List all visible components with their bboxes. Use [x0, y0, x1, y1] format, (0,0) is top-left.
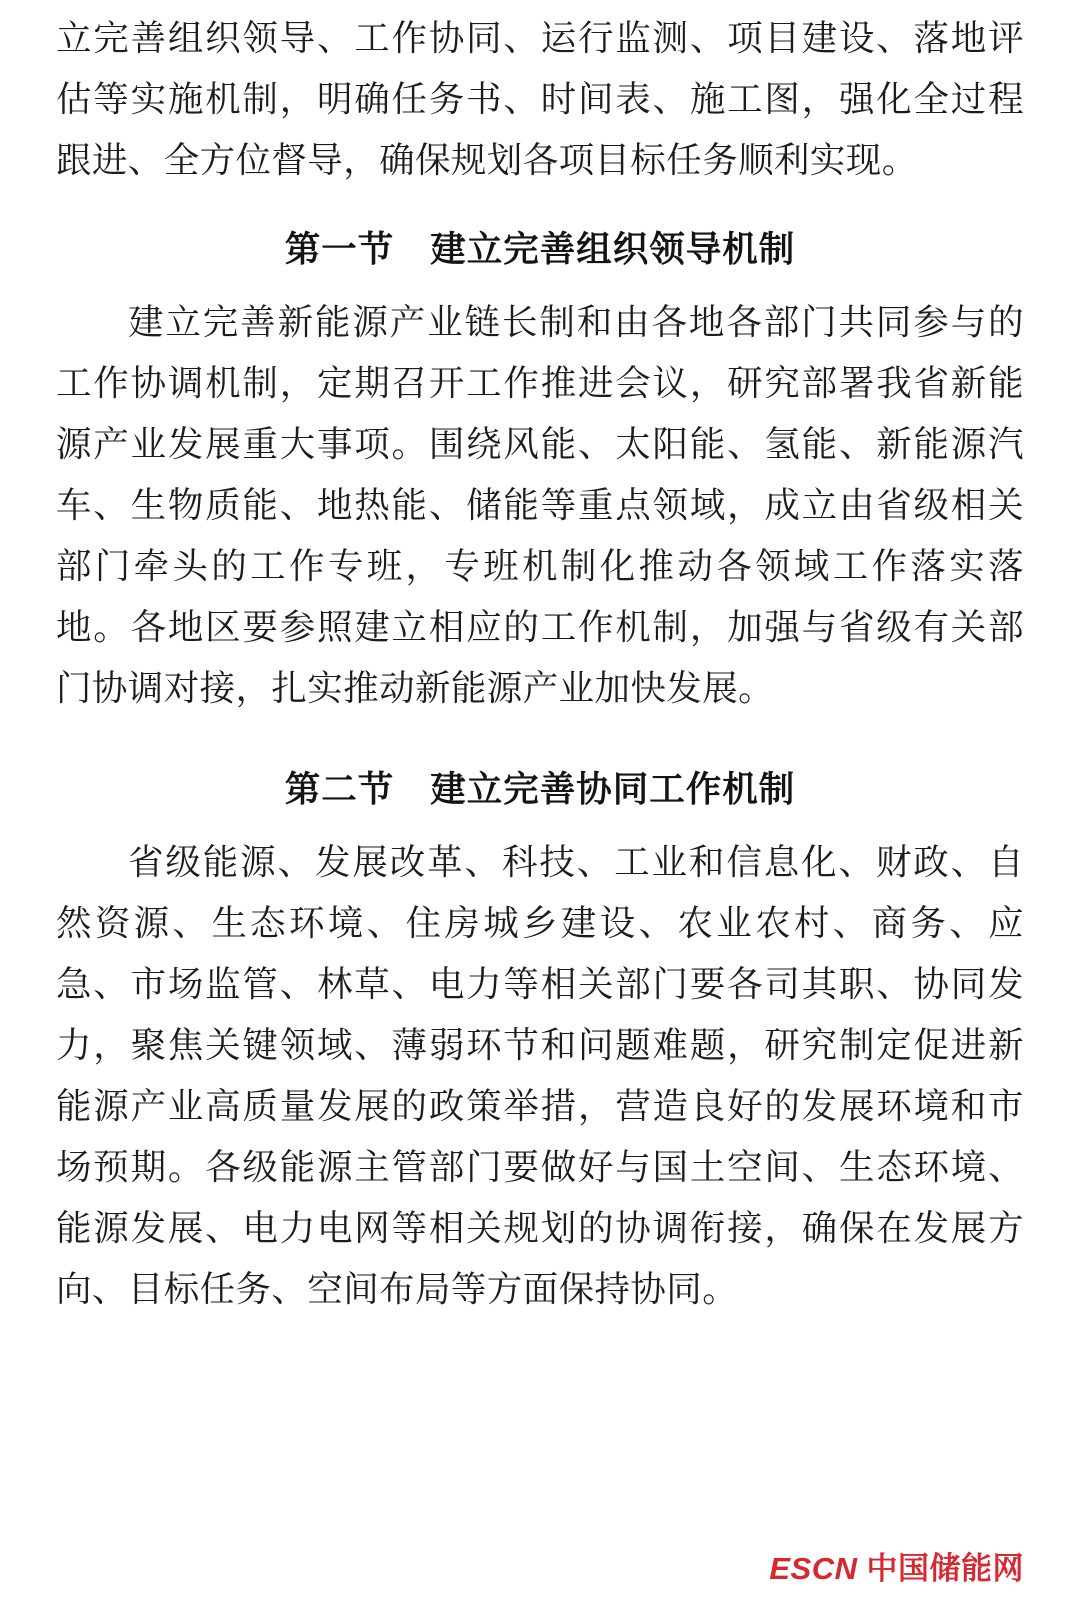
section-body-1: 建立完善新能源产业链长制和由各地各部门共同参与的工作协调机制，定期召开工作推进会议，研究部署我省新能源产业发展重大事项。围绕风能、太阳能、氢能、新能源汽车、生物质能、地热能、储能等重点领域，成立由省级相关部门牵头的工作专班，专班机制化推动各领域工作落实落地。各地区要参照建立相应的工作机制，加强与省级有关部门协调对接，扎实推动新能源产业加快发展。 — [56, 302, 1024, 708]
section-heading-2 — [56, 759, 1024, 820]
watermark — [769, 1553, 1024, 1584]
spacer — [56, 191, 1024, 201]
section-body-2: 省级能源、发展改革、科技、工业和信息化、财政、自然资源、生态环境、住房城乡建设、农业农村、商务、应急、市场监管、林草、电力等相关部门要各司其职、协同发力，聚焦关键领域、薄弱环节和问题难题，研究制定促进新能源产业高质量发展的政策举措，营造良好的发展环境和市场预期。各级能源主管部门要做好与国土空间、生态环境、能源发展、电力电网等相关规划的协调衔接，确保在发展方向、目标任务、空间布局等方面保持协同。 — [56, 842, 1024, 1309]
section-title-2: 建立完善协同工作机制 — [430, 769, 796, 809]
section-number-2: 第二节 — [284, 769, 395, 809]
paragraph-intro: 立完善组织领导、工作协同、运行监测、项目建设、落地评估等实施机制，明确任务书、时间表、施工图，强化全过程跟进、全方位督导，确保规划各项目标任务顺利实现。 — [56, 18, 1024, 180]
section-title-1: 建立完善组织领导机制 — [430, 229, 796, 269]
spacer — [56, 719, 1024, 741]
section-heading-1 — [56, 219, 1024, 280]
watermark-chinese-text: 中国储能网 — [866, 1551, 1024, 1586]
section-number-1: 第一节 — [284, 229, 395, 269]
watermark-latin-text: ESCN — [769, 1551, 858, 1586]
